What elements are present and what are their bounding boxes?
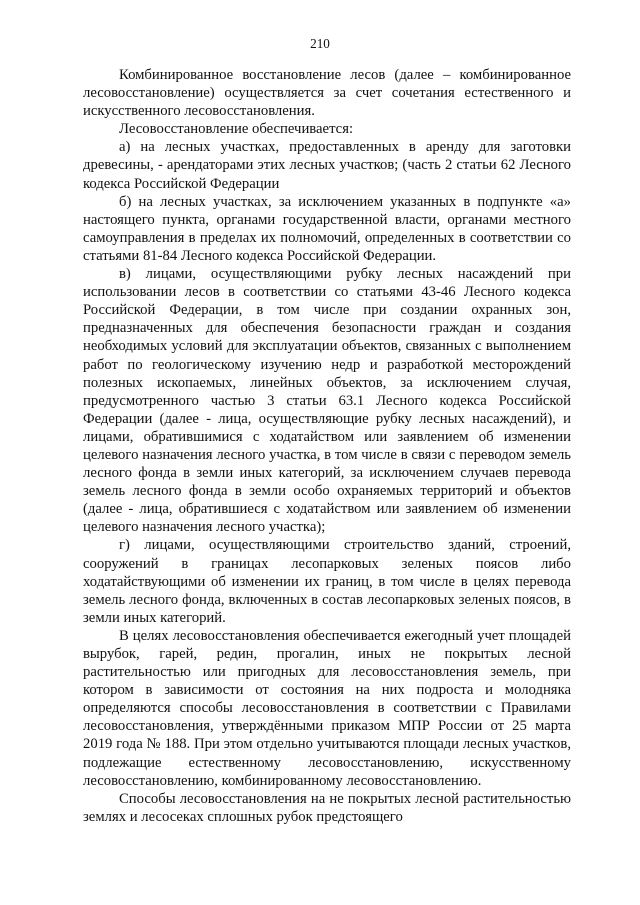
paragraph-item-v: в) лицами, осуществляющими рубку лесных насаждений при использовании лесов в соответствии со статьями 43-46 Лесного кодекса Российской Федерации, в том числе при создании охранных зон, предназначенных для обеспечения безопасности граждан и создания необходимых условий для эксплуатации объектов, связанных с выполнением работ по геологическому изучению недр и разработкой месторождений полезных ископаемых, линейных объектов, за исключением случая, предусмотренного частью 3 статьи 63.1 Лесного кодекса Российской Федерации (далее - лица, осуществляющие рубку лесных насаждений), и лицами, обратившимися с ходатайством или заявлением об изменении целевого назначения лесного участка, в том числе в связи с переводом земель лесного фонда в земли иных категорий, за исключением случаев перевода земель лесного фонда в земли особо охраняемых территорий и объектов (далее - лица, обратившиеся с ходатайством или заявлением об изменении целевого назначения лесного участка); <box>83 266 571 536</box>
document-body <box>83 66 571 826</box>
paragraph-reforestation-provided: Лесовосстановление обеспечивается: <box>119 121 354 138</box>
paragraph-annual-accounting: В целях лесовосстановления обеспечивается ежегодный учет площадей вырубок, гарей, редин, прогалин, иных не покрытых лесной растительностью или пригодных для лесовосстановления земель, при котором в зависимости от состояния на них подроста и молодняка определяются способы лесовосстановления в соответствии с Правилами лесовосстановления, утверждёнными приказом МПР России от 25 марта 2019 года № 188. При этом отдельно учитываются площади лесных участков, подлежащие естественному лесовосстановлению, искусственному лесовосстановлению, комбинированному лесовосстановлению. <box>83 627 571 789</box>
paragraph-item-a: а) на лесных участках, предоставленных в аренду для заготовки древесины, - арендаторами этих лесных участков; (часть 2 статьи 62 Лесного кодекса Российской Федерации <box>83 139 571 192</box>
paragraph-reforestation-methods: Способы лесовосстановления на не покрытых лесной растительностью землях и лесосеках сплошных рубок предстоящего <box>83 790 571 825</box>
paragraph-combined-reforestation: Комбинированное восстановление лесов (далее – комбинированное лесовосстановление) осуществляется за счет сочетания естественного и искусственного лесовосстановления. <box>83 67 571 120</box>
page-number: 210 <box>310 36 330 51</box>
paragraph-item-g: г) лицами, осуществляющими строительство зданий, строений, сооружений в границах лесопарковых зеленых поясов либо ходатайствующими об изменении их границ, в том числе в целях перевода земель лесного фонда, включенных в состав лесопарковых зеленых поясов, в земли иных категорий. <box>83 537 571 626</box>
paragraph-item-b: б) на лесных участках, за исключением указанных в подпункте «а» настоящего пункта, органами государственной власти, органами местного самоуправления в пределах их полномочий, определенных в соответствии со статьями 81-84 Лесного кодекса Российской Федерации. <box>83 193 571 264</box>
